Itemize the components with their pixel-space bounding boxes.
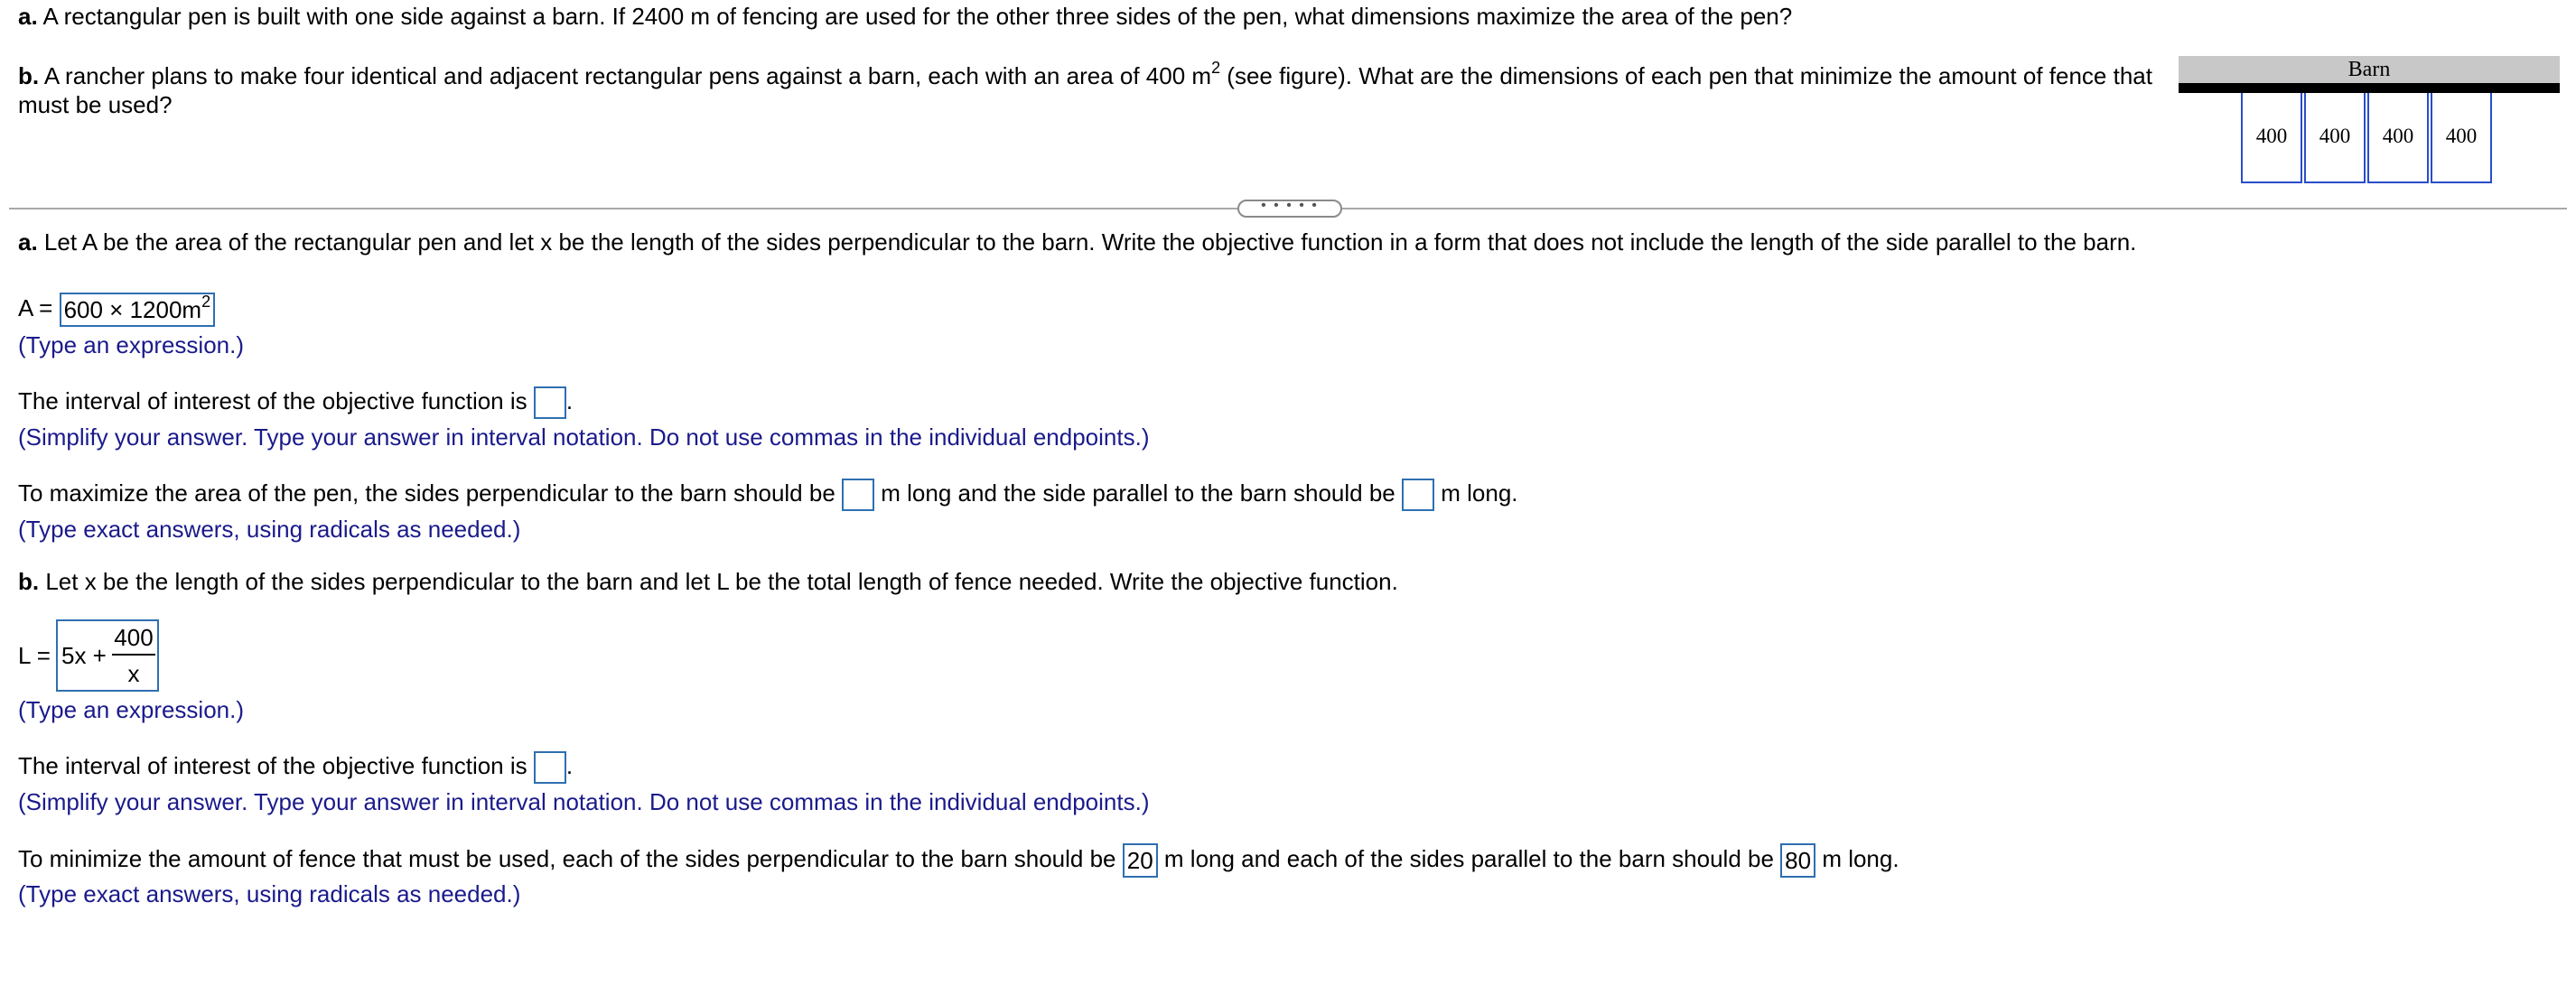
part-a-interval-hint: (Simplify your answer. Type your answer in interval notation. Do not use commas in the individual endpoints.) bbox=[18, 423, 1150, 451]
part-b-label: b. bbox=[18, 568, 40, 595]
pen-2: 400 bbox=[2304, 93, 2366, 183]
barn-wall bbox=[2179, 83, 2560, 93]
part-b-instruction bbox=[18, 567, 1398, 596]
pen-4: 400 bbox=[2431, 93, 2492, 183]
part-a-interval-input[interactable] bbox=[534, 386, 566, 419]
part-b-dims-hint: (Type exact answers, using radicals as needed.) bbox=[18, 880, 521, 907]
problem-part-b-sup: 2 bbox=[1211, 59, 1221, 78]
problem-part-b bbox=[18, 61, 2168, 90]
barn-label: Barn bbox=[2179, 56, 2560, 83]
part-a-instruction-text: Let A be the area of the rectangular pen and let x be the length of the sides perpendicular to the barn. Write the objective function in a form that does not include the length of the side parallel to the barn. bbox=[43, 228, 2137, 256]
problem-part-b-text: A rancher plans to make four identical and adjacent rectangular pens against a barn, each with an area of 400 m bbox=[43, 62, 1212, 89]
part-b-expression-numerator: 400 bbox=[114, 624, 154, 651]
part-a-dims-text-3: m long. bbox=[1441, 479, 1518, 507]
problem-part-b-text-3: must be used? bbox=[18, 91, 173, 118]
problem-part-a-text: A rectangular pen is built with one side against a barn. If 2400 m of fencing are used for the other three sides of the pen, what dimensions maximize the area of the pen? bbox=[42, 3, 1793, 30]
part-b-fraction-bar bbox=[112, 654, 155, 656]
part-a-instruction bbox=[18, 228, 2547, 256]
part-a-dims-text-1: To maximize the area of the pen, the sides perpendicular to the barn should be bbox=[18, 479, 835, 507]
part-a-parallel-input[interactable] bbox=[1402, 479, 1434, 511]
part-b-parallel-answer[interactable]: 80 bbox=[1780, 843, 1815, 878]
part-a-expression-hint: (Type an expression.) bbox=[18, 331, 245, 358]
problem-part-a-label: a. bbox=[18, 3, 38, 30]
part-a-var-prefix: A = bbox=[18, 293, 53, 321]
problem-part-b-label: b. bbox=[18, 62, 40, 89]
part-a-expression-value: 600 × 1200m bbox=[63, 296, 202, 323]
part-b-dims-row bbox=[18, 843, 1899, 878]
problem-part-a bbox=[18, 2, 1792, 31]
part-b-var-prefix: L = bbox=[18, 642, 51, 669]
part-b-dims-text-1: To minimize the amount of fence that must be used, each of the sides perpendicular to the barn should be bbox=[18, 844, 1116, 872]
part-b-expression-hint: (Type an expression.) bbox=[18, 696, 245, 723]
part-b-instruction-text: Let x be the length of the sides perpendicular to the barn and let L be the total length of fence needed. Write the objective function. bbox=[45, 568, 1398, 595]
part-a-dims-text-2: m long and the side parallel to the barn should be bbox=[881, 479, 1395, 507]
pen-3: 400 bbox=[2367, 93, 2429, 183]
part-a-expression-answer[interactable] bbox=[60, 293, 216, 327]
part-a-perpendicular-input[interactable] bbox=[842, 479, 874, 511]
part-a-dims-hint: (Type exact answers, using radicals as needed.) bbox=[18, 516, 521, 543]
part-a-dims-row bbox=[18, 479, 1518, 511]
part-a-label: a. bbox=[18, 228, 38, 256]
problem-part-b-text-2: (see figure). What are the dimensions of each pen that minimize the amount of fence that bbox=[1220, 62, 2152, 89]
problem-part-b-line2 bbox=[18, 90, 173, 119]
part-b-interval-period: . bbox=[565, 752, 574, 779]
part-a-interval-text: The interval of interest of the objective function is bbox=[18, 387, 527, 414]
part-b-interval-hint: (Simplify your answer. Type your answer in interval notation. Do not use commas in the individual endpoints.) bbox=[18, 788, 1150, 815]
part-b-dims-text-3: m long. bbox=[1822, 844, 1899, 872]
part-a-interval-row bbox=[18, 386, 573, 419]
part-b-perpendicular-answer[interactable]: 20 bbox=[1123, 843, 1158, 878]
part-a-interval-period: . bbox=[565, 387, 574, 414]
part-b-expression-denominator: x bbox=[127, 660, 140, 687]
part-b-expression-answer[interactable] bbox=[56, 619, 159, 692]
part-b-interval-text: The interval of interest of the objective function is bbox=[18, 752, 527, 779]
part-b-expression-term: 5x + bbox=[61, 642, 107, 669]
part-a-expression-sup: 2 bbox=[201, 293, 211, 312]
part-a-expression-row bbox=[18, 293, 215, 327]
part-b-interval-input[interactable] bbox=[534, 751, 566, 784]
part-b-interval-row bbox=[18, 751, 573, 784]
part-b-dims-text-2: m long and each of the sides parallel to the barn should be bbox=[1163, 844, 1774, 872]
collapse-toggle-button[interactable]: • • • • • bbox=[1237, 200, 1342, 218]
pen-1: 400 bbox=[2241, 93, 2302, 183]
